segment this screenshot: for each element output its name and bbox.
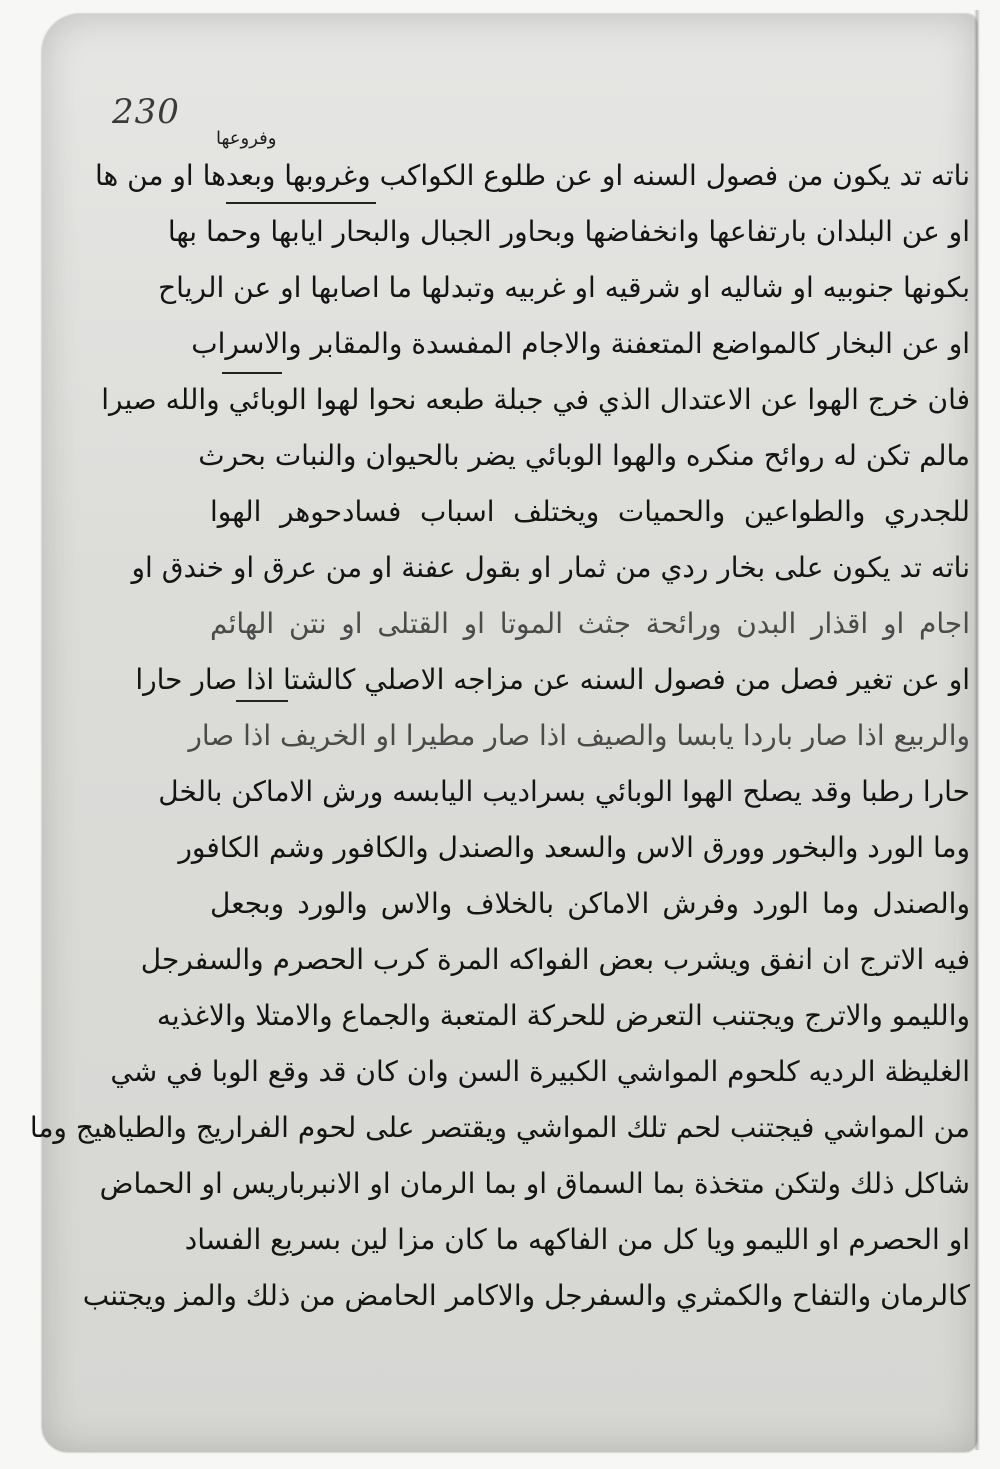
text-line-2: او عن البلدان بارتفاعها وانخفاضها وبحاور الجبال والبحار ايابها وحما بها bbox=[167, 215, 970, 248]
folio-number: 230 bbox=[112, 92, 180, 132]
text-line-4: او عن البخار كالمواضع المتعفنة والاجام المفسدة والمقابر والاسراب bbox=[191, 327, 970, 360]
text-line-19: شاكل ذلك ولتكن متخذة بما السماق او بما الرمان او الانبرباريس او الحماض bbox=[99, 1167, 970, 1200]
text-line-7: للجدري والطواعين والحميات ويختلف اسباب فسادحوهر الهوا bbox=[210, 495, 970, 528]
text-line-15: فيه الاترج ان انفق ويشرب بعض الفواكه المرة كرب الحصرم والسفرجل bbox=[140, 943, 970, 976]
interlinear-note: وفروعها bbox=[216, 128, 277, 149]
text-line-14: والصندل وما الورد وفرش الاماكن بالخلاف والاس والورد وبجعل bbox=[210, 887, 970, 920]
text-line-3: بكونها جنوبيه او شاليه او شرقيه او غربيه وتبدلها ما اصابها او عن الرياح bbox=[158, 271, 970, 304]
text-line-8: ناته تد يكون على بخار ردي من ثمار او بقول عفنة او من عرق او خندق او bbox=[131, 551, 970, 584]
text-line-17: الغليظة الرديه كلحوم المواشي الكبيرة السن وان كان قد وقع الوبا في شي bbox=[110, 1055, 970, 1088]
text-line-13: وما الورد والبخور وورق الاس والسعد والصندل والكافور وشم الكافور bbox=[178, 831, 970, 864]
manuscript-text-block bbox=[29, 150, 970, 1312]
text-line-11: والربيع اذا صار باردا يابسا والصيف اذا صار مطيرا او الخريف اذا صار bbox=[188, 719, 970, 752]
text-line-10: او عن تغير فصل من فصول السنه عن مزاجه الاصلي كالشتا اذا صار حارا bbox=[135, 663, 970, 696]
text-line-5: فان خرج الهوا عن الاعتدال الذي في جبلة طبعه نحوا لهوا الوبائي والله صيرا bbox=[101, 383, 970, 416]
page-edge-shadow bbox=[974, 10, 980, 1450]
text-line-18: من المواشي فيجتنب لحم تلك المواشي ويقتصر على لحوم الفراريج والطياهيج وما bbox=[29, 1111, 970, 1144]
text-line-6: مالم تكن له روائح منكره والهوا الوبائي يضر بالحيوان والنبات بحرث bbox=[198, 439, 970, 472]
underline-mark-3 bbox=[236, 700, 288, 702]
overline-mark-1 bbox=[226, 202, 376, 204]
text-line-1: ناته تد يكون من فصول السنه او عن طلوع الكواكب وغروبها وبعدها او من ها bbox=[94, 159, 970, 192]
text-line-20: او الحصرم او الليمو ويا كل من الفاكهه ما كان مزا لين بسريع الفساد bbox=[184, 1223, 970, 1256]
underline-mark-2 bbox=[222, 372, 282, 374]
text-line-12: حارا رطبا وقد يصلح الهوا الوبائي بسراديب اليابسه ورش الاماكن بالخل bbox=[158, 775, 970, 808]
text-line-16: والليمو والاترج ويجتنب التعرض للحركة المتعبة والجماع والامتلا والاغذيه bbox=[156, 999, 970, 1032]
text-line-9: اجام او اقذار البدن ورائحة جثث الموتا او القتلى او نتن الهائم bbox=[210, 607, 970, 640]
text-line-21: كالرمان والتفاح والكمثري والسفرجل والاكامر الحامض من ذلك والمز ويجتنب bbox=[82, 1279, 970, 1312]
